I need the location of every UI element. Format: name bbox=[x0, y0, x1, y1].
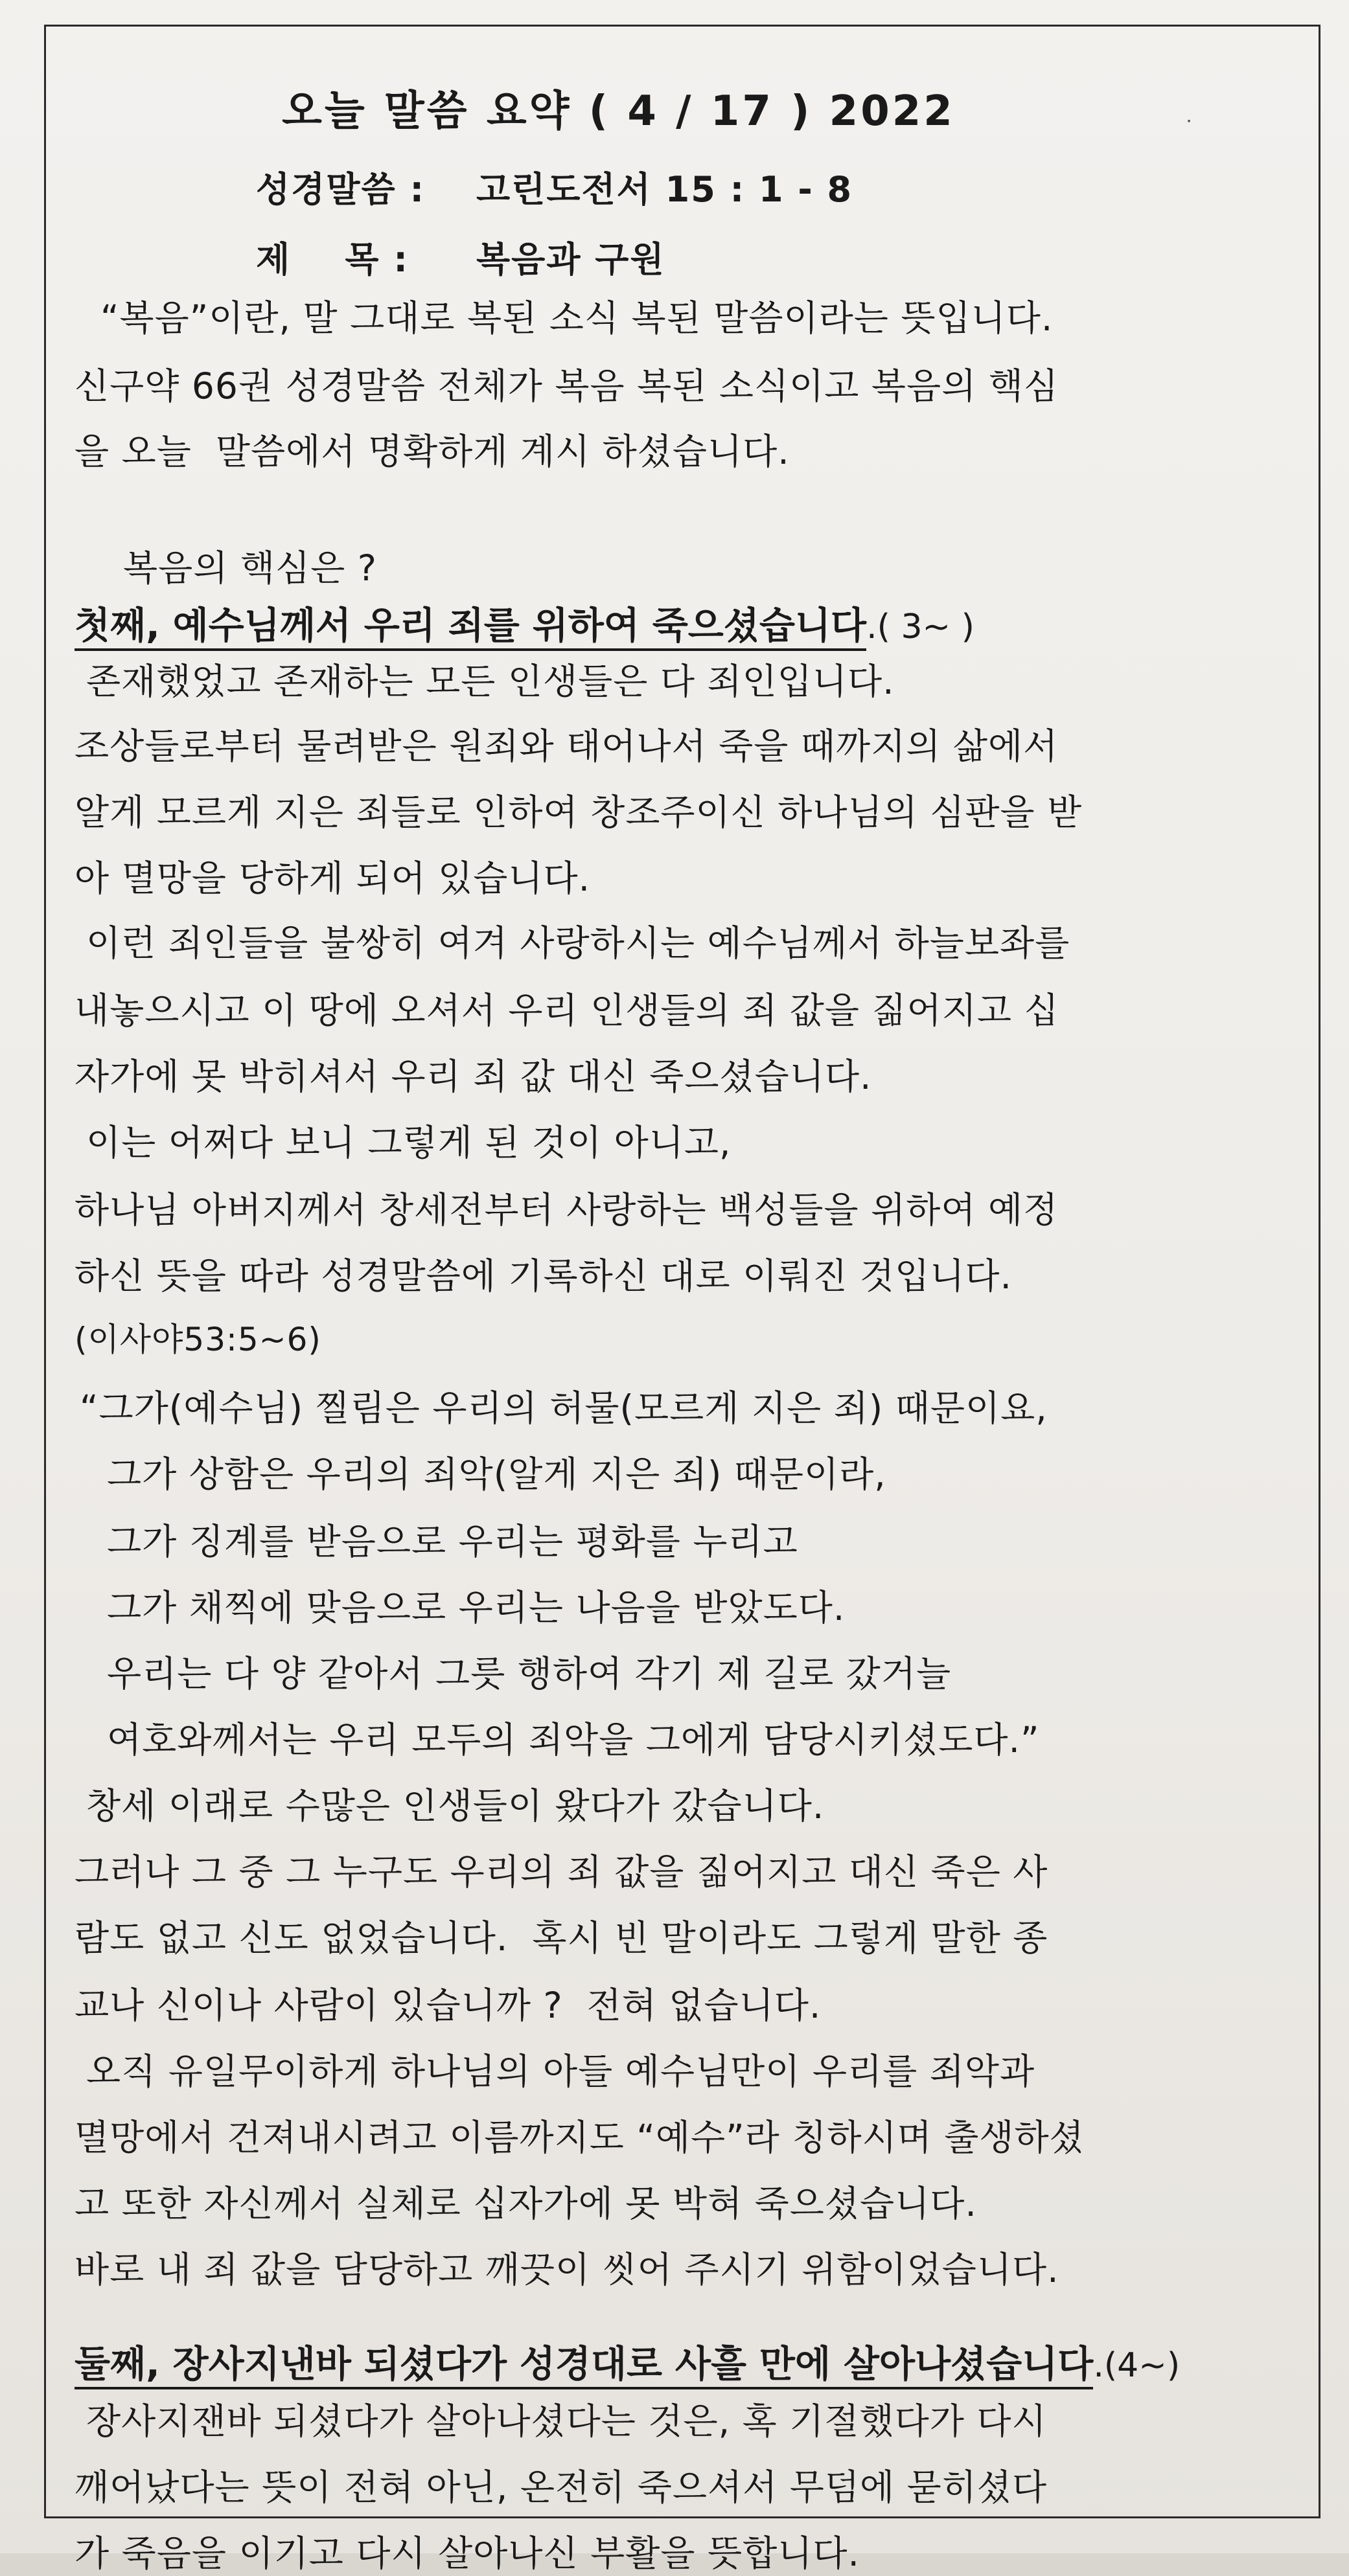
text-line: 오직 유일무이하게 하나님의 아들 예수님만이 우리를 죄악과 bbox=[86, 2051, 1035, 2092]
text-line: 깨어났다는 뜻이 전혀 아닌, 온전히 죽으셔서 무덤에 묻히셨다 bbox=[75, 2467, 1048, 2508]
text-line: 이는 어쩌다 보니 그렇게 된 것이 아니고, bbox=[86, 1122, 732, 1163]
intro-line: 을 오늘 말씀에서 명확하게 계시 하셨습니다. bbox=[75, 431, 790, 472]
quote-line: 그가 징계를 받음으로 우리는 평화를 누리고 bbox=[107, 1521, 798, 1562]
text-line: 그러나 그 중 그 누구도 우리의 죄 값을 짊어지고 대신 죽은 사 bbox=[75, 1851, 1048, 1893]
text-line: 교나 신이나 사람이 있습니까 ? 전혀 없습니다. bbox=[75, 1985, 822, 2026]
first-point-heading bbox=[75, 596, 974, 649]
text-line: 내놓으시고 이 땅에 오셔서 우리 인생들의 죄 값을 짊어지고 십 bbox=[75, 990, 1059, 1031]
text-line: 이런 죄인들을 불쌍히 여겨 사랑하시는 예수님께서 하늘보좌를 bbox=[86, 922, 1070, 964]
quote-line: 우리는 다 양 같아서 그릇 행하여 각기 제 길로 갔거늘 bbox=[107, 1653, 952, 1694]
text-line: 하신 뜻을 따라 성경말씀에 기록하신 대로 이뤄진 것입니다. bbox=[75, 1255, 1012, 1297]
second-point-ref: .(4~) bbox=[1093, 2346, 1181, 2385]
subject-label: 제 목 : bbox=[256, 239, 409, 280]
page-title: 오늘 말씀 요약 ( 4 / 17 ) 2022 bbox=[282, 87, 955, 135]
quote-line: “그가(예수님) 찔림은 우리의 허물(모르게 지은 죄) 때문이요, bbox=[80, 1387, 1048, 1429]
text-line: 바로 내 죄 값을 담당하고 깨끗이 씻어 주시기 위함이었습니다. bbox=[75, 2249, 1059, 2290]
text-line: 가 죽음을 이기고 다시 살아나신 부활을 뜻합니다. bbox=[75, 2533, 860, 2574]
text-line: 멸망에서 건져내시려고 이름까지도 “예수”라 칭하시며 출생하셨 bbox=[75, 2117, 1085, 2158]
text-line: 창세 이래로 수많은 인생들이 왔다가 갔습니다. bbox=[86, 1785, 825, 1827]
text-line: 장사지잰바 되셨다가 살아나셨다는 것은, 혹 기절했다가 다시 bbox=[86, 2400, 1047, 2442]
scripture-row bbox=[256, 162, 853, 212]
quote-line: 그가 채찍에 맞음으로 우리는 나음을 받았도다. bbox=[107, 1587, 846, 1628]
intro-line: “복음”이란, 말 그대로 복된 소식 복된 말씀이라는 뜻입니다. bbox=[100, 297, 1054, 339]
quote-line: 그가 상함은 우리의 죄악(알게 지은 죄) 때문이라, bbox=[107, 1453, 886, 1495]
scripture-value: 고린도전서 15 : 1 - 8 bbox=[476, 169, 853, 210]
text-line: 조상들로부터 물려받은 원죄와 태어나서 죽을 때까지의 삶에서 bbox=[75, 725, 1059, 767]
subject-value: 복음과 구원 bbox=[476, 239, 665, 280]
bible-reference: (이사야53:5~6) bbox=[75, 1321, 321, 1358]
text-line: 람도 없고 신도 없었습니다. 혹시 빈 말이라도 그렇게 말한 종 bbox=[75, 1917, 1048, 1959]
stray-mark: ᐧ bbox=[1186, 109, 1192, 135]
text-line: 존재했었고 존재하는 모든 인생들은 다 죄인입니다. bbox=[86, 661, 895, 702]
scripture-label: 성경말씀 : bbox=[256, 169, 426, 210]
text-line: 하나님 아버지께서 창세전부터 사랑하는 백성들을 위하여 예정 bbox=[75, 1189, 1059, 1231]
first-point-title: 첫째, 예수님께서 우리 죄를 위하여 죽으셨습니다 bbox=[75, 604, 866, 651]
core-question: 복음의 핵심은 ? bbox=[123, 547, 377, 589]
text-line: 고 또한 자신께서 실체로 십자가에 못 박혀 죽으셨습니다. bbox=[75, 2183, 977, 2224]
first-point-ref: .( 3~ ) bbox=[866, 608, 974, 646]
subject-row bbox=[256, 232, 665, 282]
quote-line: 여호와께서는 우리 모두의 죄악을 그에게 담당시키셨도다.” bbox=[107, 1719, 1040, 1761]
intro-line: 신구약 66권 성경말씀 전체가 복음 복된 소식이고 복음의 핵심 bbox=[75, 365, 1059, 407]
text-line: 아 멸망을 당하게 되어 있습니다. bbox=[75, 858, 591, 899]
second-point-heading bbox=[75, 2334, 1180, 2388]
text-line: 자가에 못 박히셔서 우리 죄 값 대신 죽으셨습니다. bbox=[75, 1056, 872, 1097]
second-point-title: 둘째, 장사지낸바 되셨다가 성경대로 사흘 만에 살아나셨습니다 bbox=[75, 2343, 1093, 2389]
text-line: 알게 모르게 지은 죄들로 인하여 창조주이신 하나님의 심판을 받 bbox=[75, 792, 1083, 833]
